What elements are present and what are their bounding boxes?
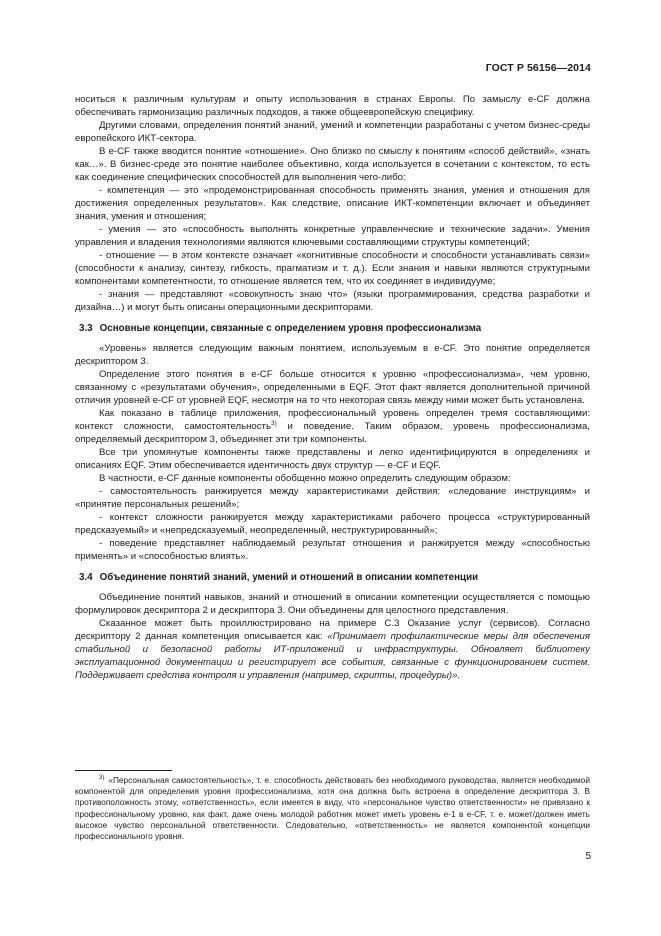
paragraph-text: Как показано в таблице приложения, профессиональный уровень определен тремя составляющими: контекст сложности, самостоятельность [75, 408, 590, 432]
paragraph: В частности, e-CF данные компоненты обобщенно можно определить следующим образом: [99, 473, 511, 484]
list-item: - компетенция — это «продемонстрированная способность применять знания, умения и отношения для достижения определенных результатов». Как следствие, описание ИКТ-компетенции включает и объединяет знания, умения и отношения; [75, 185, 590, 222]
paragraph: носиться к различным культурам и опыту использования в странах Европы. По замыслу e-CF должна обеспечивать гармонизацию различных подходов, а также общеевропейскую специфику. [75, 94, 590, 118]
paragraph [75, 617, 590, 682]
competence-quote: «Принимает профилактические меры для обеспечения стабильной и безопасной работы ИТ-приложений и инфраструктуры. Обновляет библиотеку эксплуатационной документации и регистрирует все события, связанные с функционированием систем. Поддерживает средства контроля и управления (например, скрипты, процедуры)». [75, 631, 591, 681]
paragraph: Другими словами, определения понятий знаний, умений и компетенции разработаны с учетом бизнес-среды европейского ИКТ-сектора. [75, 120, 590, 144]
paragraph: Объединение понятий навыков, знаний и отношений в описании компетенции осуществляется с помощью формулировок дескриптора 2 и дескриптора 3. Они объединены для целостного представления. [75, 592, 590, 616]
standard-header: ГОСТ Р 56156—2014 [485, 62, 591, 74]
list-item: - контекст сложности ранжируется между характеристиками рабочего процесса «структурированный предсказуемый» и «непредсказуемый, неопределенный, неструктурированный»; [75, 512, 590, 536]
section-number: 3.4 [79, 572, 93, 583]
footnote-text [75, 775, 590, 842]
footnote [75, 775, 590, 842]
section-title: Основные концепции, связанные с определением уровня профессионализма [99, 323, 482, 334]
list-item: - знания — представляют «совокупность знаю что» (языки программирования, средства разработки и дизайна…) и могут быть описаны операционными дескрипторами. [75, 289, 590, 313]
section-heading-3-3 [75, 322, 590, 335]
footnote-body: «Персональная самостоятельность», т. е. способность действовать без необходимого руководства, является необходимой компонентой для определения уровня профессионализма, хотя она должна быть встроена в определение дескриптора 3. В противоположность этому, «ответственность», если имеется в виду, что «персональное чувство ответственности» не привязано к профессиональному уровню, как факт, даже очень молодой работник может иметь уровень e-1 в e-CF, т. е. может/должен иметь высокое чувство персональной ответственности. Следовательно, «ответственность» не является компонентой концепции профессионального уровня. [75, 775, 590, 842]
list-item: - умения — это «способность выполнять конкретные управленческие и технические задачи». Умения управления и владения технологиями являются ключевыми составляющими структуры компетенций; [75, 224, 590, 248]
section-number: 3.3 [79, 323, 93, 334]
paragraph-text: Сказанное может быть проиллюстрировано на примере С.3 Оказание услуг (сервисов). Согласно дескриптору 2 данная компетенция описывается как: [75, 618, 590, 642]
paragraph-text: и поведение. Таким образом, уровень профессионализма, определяемый дескриптором 3, объединяет эти три компоненты. [75, 421, 590, 445]
page-number: 5 [585, 851, 591, 862]
list-item: - поведение представляет наблюдаемый результат отношения и ранжируется между «способностью применять» и «способностью влиять». [75, 538, 590, 562]
section-heading-3-4 [75, 571, 590, 584]
footnote-reference[interactable]: 3) [270, 419, 277, 427]
paragraph [75, 407, 590, 446]
body-text [75, 93, 590, 682]
section-title: Объединение понятий знаний, умений и отношений в описании компетенции [99, 572, 479, 583]
list-item: - самостоятельность ранжируется между характеристиками действия: «следование инструкциям» и «принятие персональных решений»; [75, 486, 590, 510]
paragraph: Все три упомянутые компоненты также представлены и легко идентифицируются в определениях и описаниях EQF. Этим обеспечивается идентичность двух структур — e-CF и EQF. [75, 447, 590, 471]
list-item: - отношение — в этом контексте означает «когнитивные способности и способности устанавливать связи» (способности к анализу, синтезу, гибкость, прагматизм и т. д.). Если знания и навыки являются структурными компонентами компетентности, то отношение является тем, что их соединяет в индивидууме; [75, 250, 590, 287]
paragraph: «Уровень» является следующим важным понятием, используемым в e-CF. Это понятие определяется дескриптором 3. [75, 343, 590, 367]
footnote-divider [75, 770, 172, 771]
paragraph: В e-CF также вводится понятие «отношение». Оно близко по смыслу к понятиям «способ действий», «знать как…». В бизнес-среде это понятие наиболее объективно, когда используется в сочетании с контекстом, то есть как соединение специфических способностей для выполнения чего-либо: [75, 146, 590, 183]
paragraph: Определение этого понятия в e-CF больше относится к уровню «профессионализма», чем уровню, связанному с «результатами обучения», определенными в EQF. Этот факт является дополнительной причиной отличия уровней e-CF от уровней EQF, несмотря на то что некоторая связь между ними может быть установлена. [75, 369, 590, 406]
footnote-mark: 3) [99, 775, 105, 782]
